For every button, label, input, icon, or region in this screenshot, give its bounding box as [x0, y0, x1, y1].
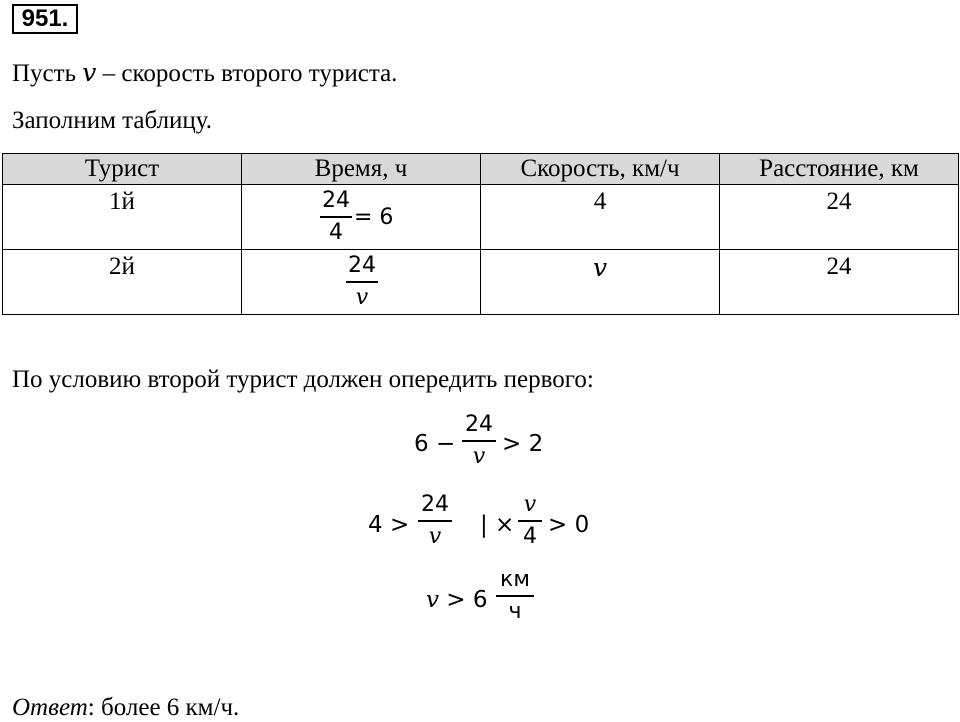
intro-text [12, 58, 397, 88]
cell-speed: v [481, 250, 720, 315]
eq3-lhs: v > 6 [426, 587, 488, 613]
eq2-right: > 0 [548, 512, 590, 538]
problem-number: 951. [12, 4, 78, 34]
fill-table-text: Заполним таблицу. [12, 107, 213, 134]
header-speed: Скорость, км/ч [481, 154, 720, 185]
eq2-mult-fraction: v 4 [518, 492, 542, 550]
intro-var: v [82, 58, 97, 87]
cell-time [242, 185, 481, 250]
eq2-mult: | × [480, 512, 515, 538]
cell-tourist: 2й [3, 250, 242, 315]
header-distance: Расстояние, км [720, 154, 959, 185]
eq1-right: > 2 [502, 431, 544, 457]
table-row [3, 185, 959, 250]
header-time: Время, ч [242, 154, 481, 185]
data-table [2, 153, 959, 315]
eq1-left: 6 − [414, 431, 456, 457]
cell-distance: 24 [720, 185, 959, 250]
time-fraction: 24 v [348, 253, 376, 310]
eq2-fraction: 24 v [418, 492, 452, 550]
answer-label: Ответ [12, 694, 88, 721]
cell-time [242, 250, 481, 315]
answer-text [12, 694, 239, 722]
answer-value: : более 6 км/ч. [87, 694, 240, 721]
cell-speed: 4 [481, 185, 720, 250]
eq2-left: 4 > [368, 512, 410, 538]
time-fraction: 24 4 [322, 188, 350, 245]
eq3-fraction: км ч [496, 567, 534, 625]
cell-tourist: 1й [3, 185, 242, 250]
table-row [3, 250, 959, 315]
condition-text: По условию второй турист должен опередить первого: [12, 366, 594, 393]
time-result: = 6 [354, 205, 394, 230]
eq1-fraction: 24 v [462, 412, 496, 470]
intro-part2: – скорость второго туриста. [96, 60, 398, 87]
table-header-row [3, 154, 959, 185]
intro-part1: Пусть [12, 60, 83, 87]
cell-distance: 24 [720, 250, 959, 315]
header-tourist: Турист [3, 154, 242, 185]
